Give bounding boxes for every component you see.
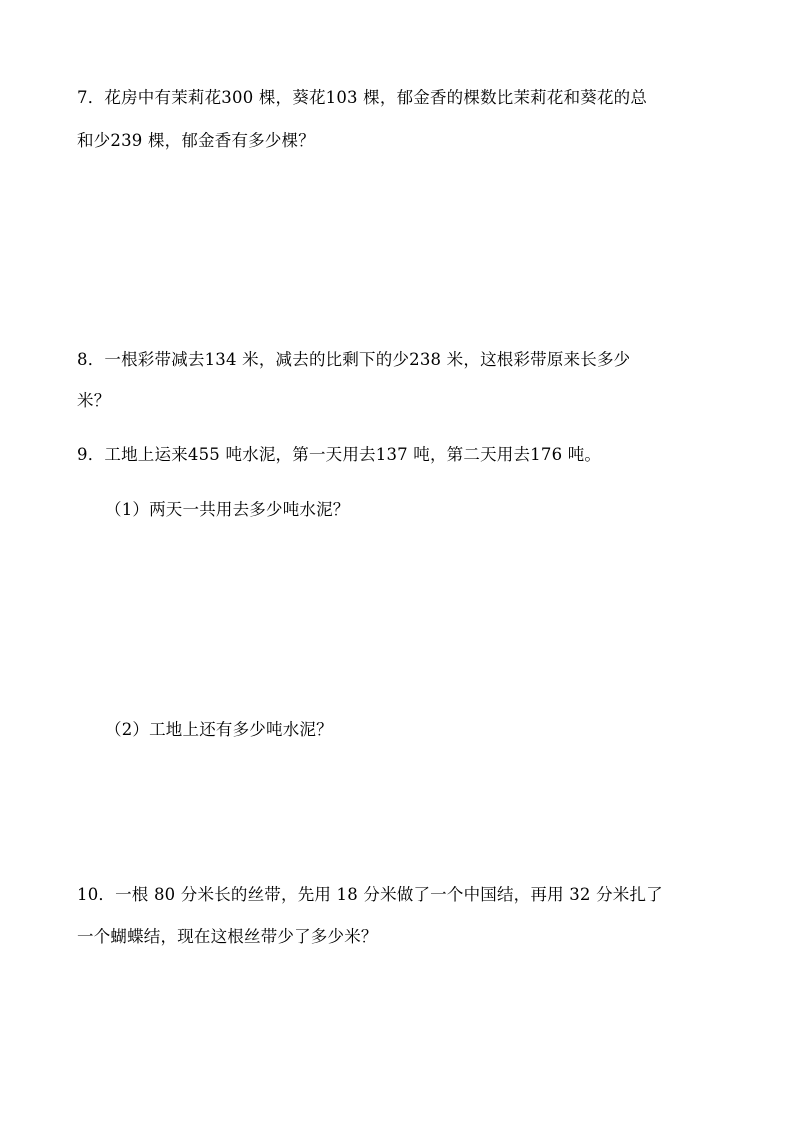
question-8-text-2: 米？ xyxy=(77,391,111,410)
question-8-line-2 xyxy=(77,391,794,411)
question-7-line-1 xyxy=(77,88,794,108)
question-7-text-1: 花房中有茉莉花300 棵，葵花103 棵，郁金香的棵数比茉莉花和葵花的总 xyxy=(104,88,648,107)
question-8-line-1 xyxy=(77,350,794,370)
question-7-number: 7． xyxy=(77,88,105,107)
question-8-number: 8． xyxy=(77,350,105,369)
question-9-number: 9． xyxy=(77,445,105,464)
question-10-text-1: 一根 80 分米长的丝带，先用 18 分米做了一个中国结，再用 32 分米扎了 xyxy=(115,885,663,904)
question-7-line-2 xyxy=(77,131,794,151)
question-9-sub-2-text: （2）工地上还有多少吨水泥？ xyxy=(105,720,333,739)
question-9-text-1: 工地上运来455 吨水泥，第一天用去137 吨，第二天用去176 吨。 xyxy=(104,445,602,464)
question-10-line-1 xyxy=(77,885,794,905)
question-10-line-2 xyxy=(77,927,794,947)
question-9-sub-1 xyxy=(105,500,794,520)
question-10-number: 10． xyxy=(77,885,116,904)
question-10-text-2: 一个蝴蝶结，现在这根丝带少了多少米？ xyxy=(77,927,378,946)
question-7-text-2: 和少239 棵，郁金香有多少棵？ xyxy=(77,131,315,150)
question-8-text-1: 一根彩带减去134 米，减去的比剩下的少238 米，这根彩带原来长多少 xyxy=(104,350,631,369)
question-9-sub-1-text: （1）两天一共用去多少吨水泥？ xyxy=(105,500,350,519)
question-9-line-1 xyxy=(77,445,794,465)
question-9-sub-2 xyxy=(105,720,794,740)
